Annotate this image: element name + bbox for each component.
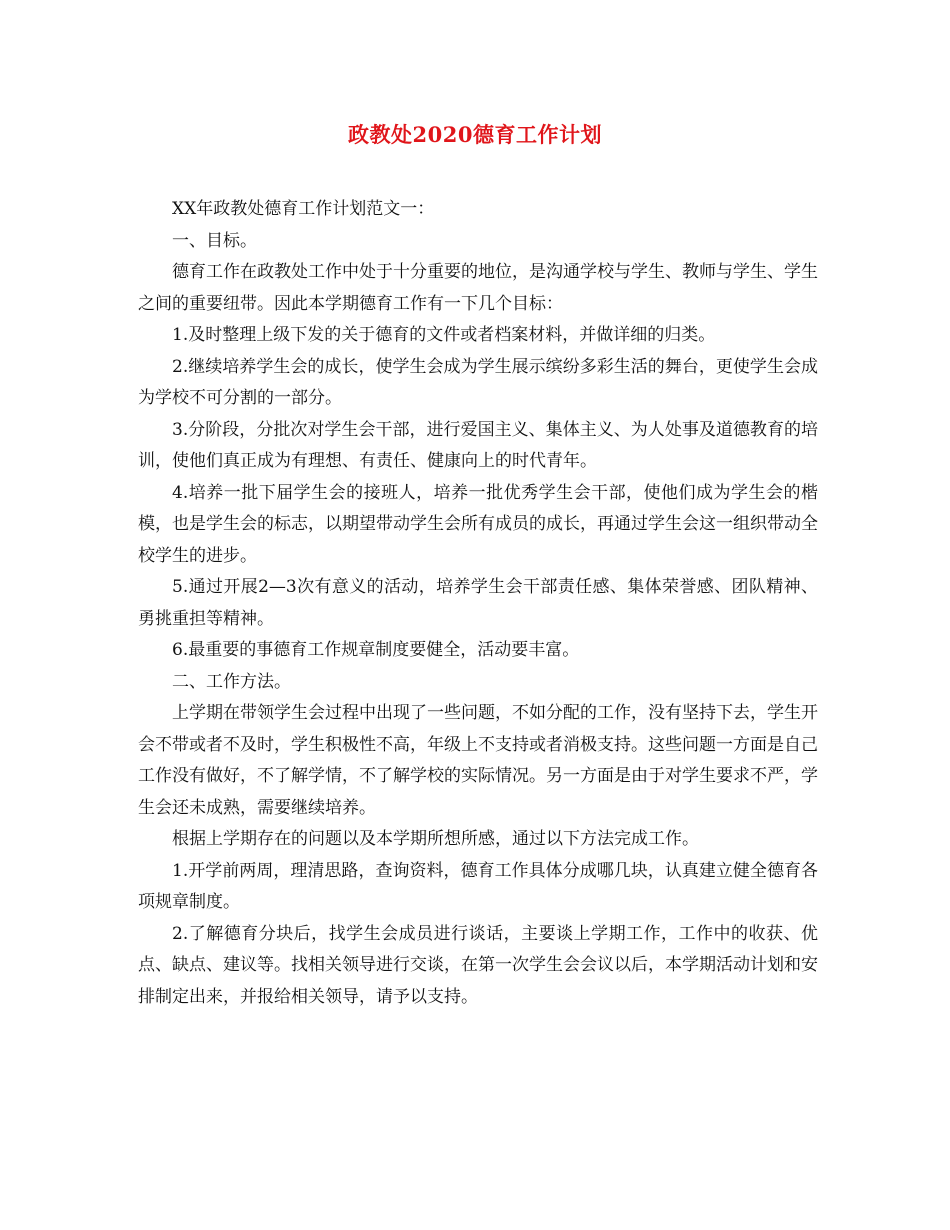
document-body: [138, 194, 818, 1013]
list-item: 3.分阶段，分批次对学生会干部，进行爱国主义、集体主义、为人处事及道德教育的培训，使他们真正成为有理想、有责任、健康向上的时代青年。: [138, 419, 818, 471]
section-heading: 二、工作方法。: [172, 671, 291, 692]
list-item: 4.培养一批下届学生会的接班人，培养一批优秀学生会干部，使他们成为学生会的楷模，也是学生会的标志，以期望带动学生会所有成员的成长，再通过学生会这一组织带动全校学生的进步。: [138, 482, 818, 566]
list-item: 5.通过开展2—3次有意义的活动，培养学生会干部责任感、集体荣誉感、团队精神、勇挑重担等精神。: [138, 577, 818, 629]
list-item: 2.了解德育分块后，找学生会成员进行谈话，主要谈上学期工作，工作中的收获、优点、缺点、建议等。找相关领导进行交谈，在第一次学生会会议以后，本学期活动计划和安排制定出来，并报给相关领导，请予以支持。: [138, 923, 818, 1007]
paragraph: XX年政教处德育工作计划范文一：: [172, 199, 435, 219]
paragraph: 德育工作在政教处工作中处于十分重要的地位，是沟通学校与学生、教师与学生、学生之间的重要纽带。因此本学期德育工作有一下几个目标：: [138, 262, 818, 314]
list-item: 1.及时整理上级下发的关于德育的文件或者档案材料，并做详细的归类。: [172, 325, 716, 345]
section-heading: 一、目标。: [172, 230, 257, 251]
paragraph: 上学期在带领学生会过程中出现了一些问题，不如分配的工作，没有坚持下去，学生开会不带或者不及时，学生积极性不高，年级上不支持或者消极支持。这些问题一方面是自己工作没有做好，不了解学情，不了解学校的实际情况。另一方面是由于对学生要求不严，学生会还未成熟，需要继续培养。: [138, 703, 818, 818]
list-item: 1.开学前两周，理清思路，查询资料，德育工作具体分成哪几块，认真建立健全德育各项规章制度。: [138, 860, 818, 912]
paragraph: 根据上学期存在的问题以及本学期所想所感，通过以下方法完成工作。: [172, 829, 699, 849]
list-item: 6.最重要的事德育工作规章制度要健全，活动要丰富。: [172, 640, 580, 660]
list-item: 2.继续培养学生会的成长，使学生会成为学生展示缤纷多彩生活的舞台，更使学生会成为学校不可分割的一部分。: [138, 356, 818, 408]
document-title: 政教处2020德育工作计划: [348, 122, 602, 147]
